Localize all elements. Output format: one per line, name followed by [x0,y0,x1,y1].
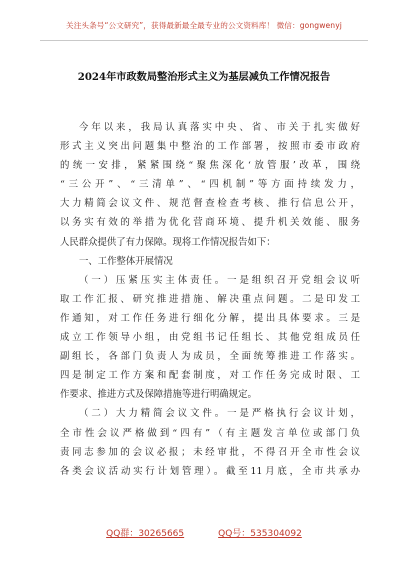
body-line: 副组长，各部门负责人为成员，全面统筹推进工作落实。 [60,351,360,363]
body-line: 全市性会议严格做到“四有”（有主题发言单位或部门负 [60,427,360,439]
document-body [60,118,360,481]
body-line: 大力精简会议文件、规范督查检查考核、推行信息公开， [60,198,360,210]
body-line: 作通知，对工作任务进行细化分解，提出具体要求。三是 [60,312,360,324]
body-line: 各类会议活动实行计划管理）。截至11月底，全市共承办 [60,465,360,477]
document-title: 2024年市政数局整治形式主义为基层减负工作情况报告 [77,71,331,83]
body-line: 成立工作领导小组，由党组书记任组长、其他党组成员任 [60,332,360,344]
body-line: 的统一安排，紧紧围绕“聚焦深化‘放管服’改革，围绕 [60,160,360,172]
body-line: 四是制定工作方案和配套制度，对工作任务完成时限、工 [60,370,360,382]
body-line: “三公开”、“三清单”、“四机制”等方面持续发力， [60,179,360,191]
body-line: 今年以来，我局认真落实中央、省、市关于扎实做好 [79,122,360,133]
footer-contacts [0,526,408,539]
section-heading: 一、工作整体开展情况 [79,255,173,267]
body-line: （一）压紧压实主体责任。一是组织召开党组会议听 [79,274,360,286]
body-line: 形式主义突出问题集中整治的工作部署，按照市委市政府 [60,141,360,153]
body-line: 作要求、推进方式及保障措施等进行明确规定。 [60,389,257,401]
qq-group-link[interactable]: QQ群：30265665 [106,529,185,539]
body-line: 以务实有效的举措为优化营商环境、提升机关效能、服务 [60,217,360,229]
header-divider [40,40,368,41]
body-line: 责同志参加的会议必报；未经审批，不得召开全市性会议 [60,446,360,458]
body-line: 取工作汇报、研究推进措施、解决重点问题。二是印发工 [60,293,360,305]
body-line: 人民群众提供了有力保障。现将工作情况报告如下： [60,236,276,248]
promo-banner: 关注头条号“公文研究”，获得最新最全最专业的公文资料库！ 微信：gongwenyj [66,21,342,30]
qq-number-link[interactable]: QQ号：535304092 [218,529,302,539]
body-line: （二）大力精简会议文件。一是严格执行会议计划， [79,408,360,420]
